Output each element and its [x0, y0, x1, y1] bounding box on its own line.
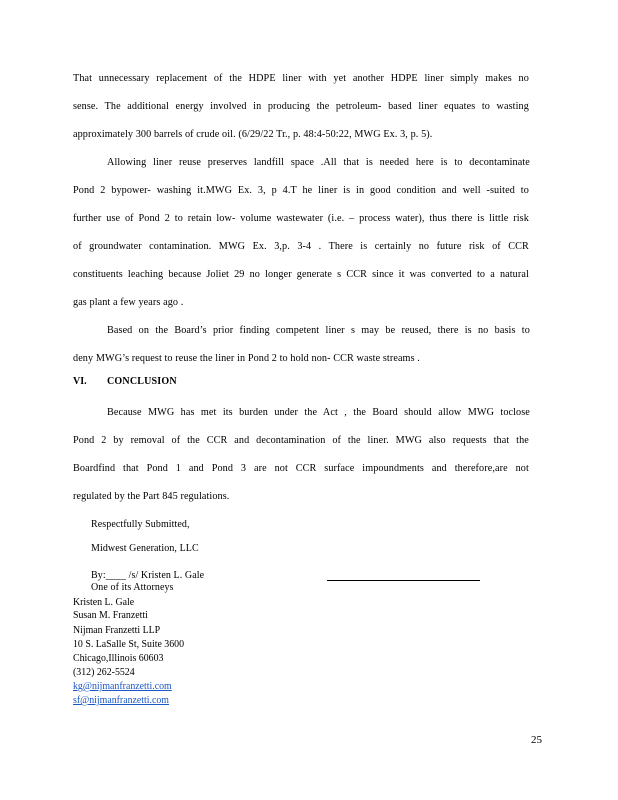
signature-rule [327, 580, 480, 581]
page-number: 25 [531, 734, 542, 746]
paragraph-4-line-2: Pond 2 by removal of the CCR and decontamination of the liner. MWG also requests that the [73, 435, 529, 446]
signature-closing: Respectfully Submitted, [91, 519, 190, 530]
paragraph-4-line-4: regulated by the Part 845 regulations. [73, 491, 230, 502]
paragraph-1-line-3: approximately 300 barrels of crude oil. (6/29/22 Tr., p. 48:4-50:22, MWG Ex. 3, p. 5). [73, 129, 433, 140]
firm-address: 10 S. LaSalle St, Suite 3600 [73, 639, 185, 650]
paragraph-3-line-1: Based on the Board’s prior finding competent liner s may be reused, there is no basis to [107, 325, 530, 336]
paragraph-2-line-2: Pond 2 bypower- washing it.MWG Ex. 3, p 4.T he liner is in good condition and well -suited to [73, 185, 529, 196]
paragraph-2-line-4: of groundwater contamination. MWG Ex. 3,p. 3-4 . There is certainly no future risk of CCR [73, 241, 529, 252]
section-title: CONCLUSION [107, 376, 177, 387]
signature-role: One of its Attorneys [91, 582, 174, 593]
paragraph-2-line-6: gas plant a few years ago . [73, 297, 184, 308]
paragraph-2-line-3: further use of Pond 2 to retain low- volume wastewater (i.e. – process water), thus there is little risk [73, 213, 529, 224]
paragraph-2-line-1: Allowing liner reuse preserves landfill space .All that is needed here is to decontaminate [107, 157, 530, 168]
paragraph-3-line-2: deny MWG’s request to reuse the liner in Pond 2 to hold non- CCR waste streams . [73, 353, 420, 364]
paragraph-2-line-5: constituents leaching because Joliet 29 no longer generate s CCR since it was converted to a natural [73, 269, 529, 280]
section-number: VI. [73, 376, 87, 387]
email-link-sf[interactable]: sf@nijmanfranzetti.com [73, 695, 169, 706]
paragraph-4-line-1: Because MWG has met its burden under the Act , the Board should allow MWG toclose [107, 407, 530, 418]
paragraph-4-line-3: Boardfind that Pond 1 and Pond 3 are not CCR surface impoundments and therefore,are not [73, 463, 529, 474]
firm-name: Nijman Franzetti LLP [73, 625, 161, 636]
attorney-name-2: Susan M. Franzetti [73, 610, 148, 621]
signature-by-line: By:____ /s/ Kristen L. Gale [91, 570, 205, 581]
firm-phone: (312) 262-5524 [73, 667, 135, 678]
firm-city: Chicago,Illinois 60603 [73, 653, 164, 664]
paragraph-1-line-2: sense. The additional energy involved in producing the petroleum- based liner equates to wasting [73, 101, 529, 112]
email-link-kg[interactable]: kg@nijmanfranzetti.com [73, 681, 172, 692]
signature-company: Midwest Generation, LLC [91, 543, 199, 554]
paragraph-1-line-1: That unnecessary replacement of the HDPE liner with yet another HDPE liner simply makes no [73, 73, 529, 84]
attorney-name-1: Kristen L. Gale [73, 597, 135, 608]
